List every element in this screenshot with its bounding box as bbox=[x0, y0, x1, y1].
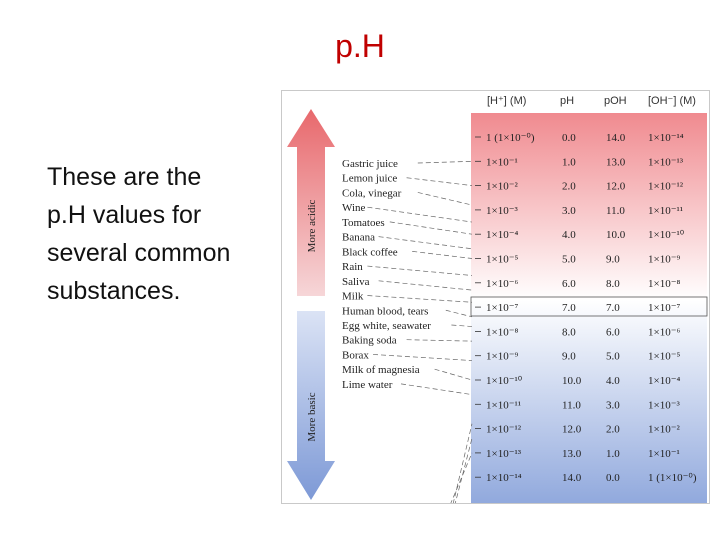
poh-cell: 9.0 bbox=[606, 253, 620, 266]
substance-label: Borax bbox=[342, 349, 369, 362]
oh-concentration-cell: 1×10⁻¹ bbox=[648, 447, 680, 460]
substance-leader-line bbox=[367, 296, 472, 303]
poh-cell: 12.0 bbox=[606, 180, 626, 193]
substance-label: Egg white, seawater bbox=[342, 319, 431, 332]
substance-leader-line bbox=[390, 222, 472, 234]
oh-concentration-cell: 1×10⁻¹⁰ bbox=[648, 229, 685, 242]
ph-cell: 2.0 bbox=[562, 180, 576, 193]
substance-label: Banana bbox=[342, 231, 375, 244]
oh-concentration-cell: 1×10⁻⁸ bbox=[648, 277, 681, 290]
poh-cell: 0.0 bbox=[606, 472, 620, 485]
substance-label: Tomatoes bbox=[342, 216, 385, 229]
ph-cell: 4.0 bbox=[562, 229, 576, 242]
more-basic-label: More basic bbox=[306, 392, 318, 442]
header-poh: pOH bbox=[604, 95, 627, 107]
substance-label: Saliva bbox=[342, 275, 370, 288]
poh-cell: 8.0 bbox=[606, 277, 620, 290]
ph-cell: 13.0 bbox=[562, 447, 582, 460]
h-concentration-cell: 1×10⁻³ bbox=[486, 204, 518, 217]
oh-concentration-cell: 1×10⁻¹¹ bbox=[648, 204, 684, 217]
ph-cell: 6.0 bbox=[562, 277, 576, 290]
poh-cell: 1.0 bbox=[606, 447, 620, 460]
substance-leader-line bbox=[379, 281, 472, 290]
oh-concentration-cell: 1×10⁻⁹ bbox=[648, 253, 681, 266]
header-h-concentration: [H⁺] (M) bbox=[487, 95, 527, 107]
h-concentration-cell: 1×10⁻⁸ bbox=[486, 326, 519, 339]
oh-concentration-cell: 1×10⁻¹² bbox=[648, 180, 684, 193]
ph-scale-diagram bbox=[282, 91, 709, 503]
h-concentration-cell: 1×10⁻¹² bbox=[486, 423, 522, 436]
h-concentration-cell: 1×10⁻⁹ bbox=[486, 350, 519, 363]
h-concentration-cell: 1×10⁻² bbox=[486, 180, 518, 193]
h-concentration-cell: 1×10⁻⁵ bbox=[486, 253, 519, 266]
ph-cell: 7.0 bbox=[562, 302, 576, 315]
slide-title: p.H bbox=[335, 28, 385, 64]
oh-concentration-cell: 1×10⁻² bbox=[648, 423, 680, 436]
ph-cell: 9.0 bbox=[562, 350, 576, 363]
substance-label: Rain bbox=[342, 261, 363, 274]
slide-body-text: These are the p.H values for several common substances. bbox=[47, 163, 231, 305]
substance-leader-line bbox=[407, 453, 472, 503]
oh-concentration-cell: 1×10⁻⁷ bbox=[648, 302, 681, 315]
more-acidic-label: More acidic bbox=[306, 199, 318, 253]
ph-cell: 0.0 bbox=[562, 132, 576, 144]
substance-leader-line bbox=[367, 266, 472, 275]
substance-label: Wine bbox=[342, 202, 366, 215]
ph-cell: 5.0 bbox=[562, 253, 576, 266]
h-concentration-cell: 1 (1×10⁻⁰) bbox=[486, 132, 535, 144]
ph-cell: 1.0 bbox=[562, 156, 576, 169]
poh-cell: 5.0 bbox=[606, 350, 620, 363]
ph-cell: 3.0 bbox=[562, 204, 576, 217]
h-concentration-cell: 1×10⁻⁴ bbox=[486, 229, 519, 242]
header-ph: pH bbox=[560, 95, 575, 107]
ph-cell: 8.0 bbox=[562, 326, 576, 339]
ph-cell: 11.0 bbox=[562, 399, 581, 412]
substance-leader-line bbox=[407, 340, 472, 341]
substance-label: Milk bbox=[342, 290, 364, 303]
substance-leader-line bbox=[407, 178, 472, 186]
substance-label: Lemon juice bbox=[342, 172, 398, 185]
poh-cell: 3.0 bbox=[606, 399, 620, 412]
h-concentration-cell: 1×10⁻¹³ bbox=[486, 447, 522, 460]
h-concentration-cell: 1×10⁻¹⁴ bbox=[486, 472, 522, 485]
oh-concentration-cell: 1×10⁻⁵ bbox=[648, 350, 681, 363]
h-concentration-cell: 1×10⁻¹ bbox=[486, 156, 518, 169]
poh-cell: 10.0 bbox=[606, 229, 626, 242]
poh-cell: 2.0 bbox=[606, 423, 620, 436]
substance-leader-line bbox=[412, 251, 472, 258]
substance-leader-line bbox=[373, 354, 472, 360]
h-concentration-cell: 1×10⁻¹⁰ bbox=[486, 375, 523, 387]
h-concentration-cell: 1×10⁻⁷ bbox=[486, 302, 519, 315]
substance-label: Cola, vinegar bbox=[342, 187, 402, 200]
oh-concentration-cell: 1×10⁻¹⁴ bbox=[648, 132, 684, 144]
h-concentration-cell: 1×10⁻¹¹ bbox=[486, 399, 522, 412]
oh-concentration-cell: 1×10⁻³ bbox=[648, 399, 680, 412]
poh-cell: 6.0 bbox=[606, 326, 620, 339]
poh-cell: 11.0 bbox=[606, 204, 625, 217]
poh-cell: 13.0 bbox=[606, 156, 626, 169]
ph-cell: 14.0 bbox=[562, 472, 582, 485]
ph-cell: 10.0 bbox=[562, 375, 582, 387]
substance-label: Lime water bbox=[342, 378, 393, 391]
substance-leader-line bbox=[435, 369, 472, 380]
substance-label: Gastric juice bbox=[342, 158, 398, 170]
substance-leader-line bbox=[401, 384, 472, 395]
poh-cell: 7.0 bbox=[606, 302, 620, 315]
oh-concentration-cell: 1 (1×10⁻⁰) bbox=[648, 472, 697, 485]
poh-cell: 4.0 bbox=[606, 375, 620, 387]
substance-leader-line bbox=[451, 325, 472, 327]
substance-leader-line bbox=[446, 310, 472, 317]
substance-leader-line bbox=[418, 161, 472, 163]
ph-scale-figure bbox=[281, 90, 710, 504]
oh-concentration-cell: 1×10⁻¹³ bbox=[648, 156, 684, 169]
substance-label: Black coffee bbox=[342, 246, 398, 259]
poh-cell: 14.0 bbox=[606, 132, 626, 144]
h-concentration-cell: 1×10⁻⁶ bbox=[486, 277, 519, 290]
substance-labels bbox=[342, 158, 472, 503]
substance-label: Baking soda bbox=[342, 334, 397, 347]
substance-label: Human blood, tears bbox=[342, 305, 429, 318]
ph-cell: 12.0 bbox=[562, 423, 582, 436]
substance-leader-line bbox=[418, 192, 472, 205]
header-oh-concentration: [OH⁻] (M) bbox=[648, 95, 696, 107]
oh-concentration-cell: 1×10⁻⁴ bbox=[648, 375, 681, 387]
oh-concentration-cell: 1×10⁻⁶ bbox=[648, 326, 681, 339]
substance-label: Milk of magnesia bbox=[342, 364, 420, 377]
